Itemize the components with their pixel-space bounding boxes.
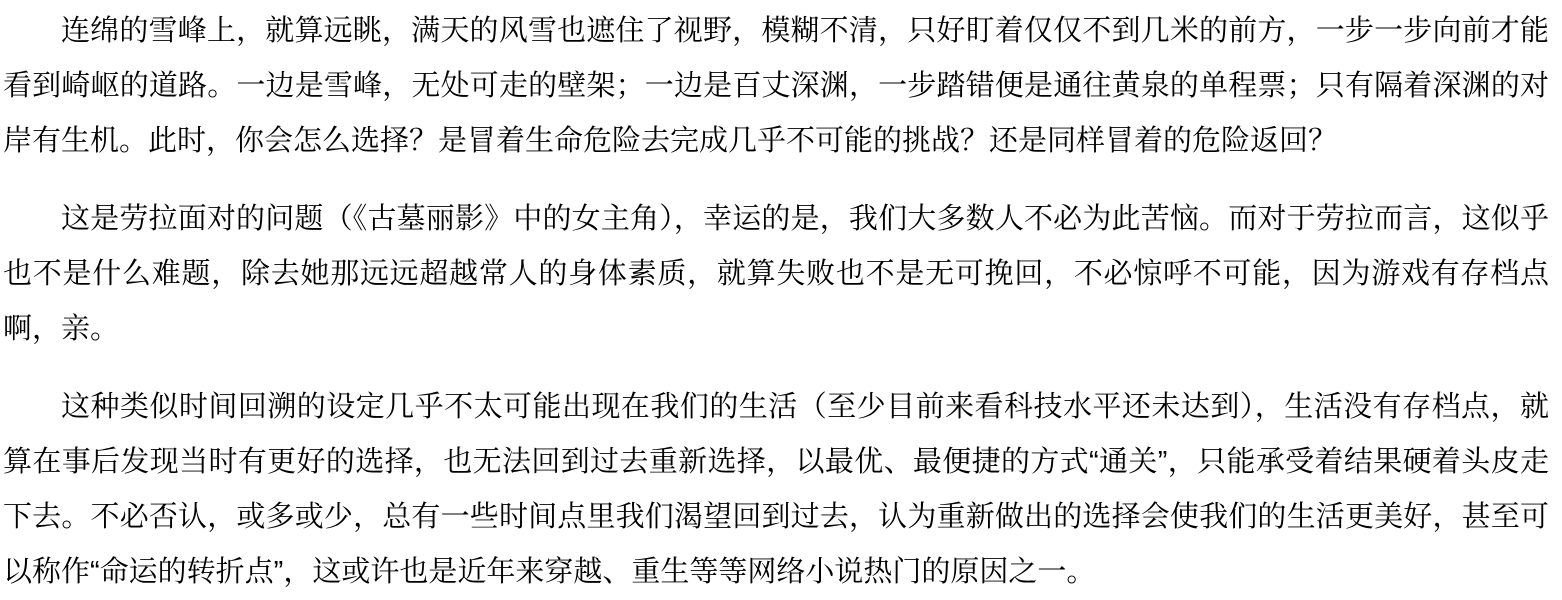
paragraph-time-rewind: 这种类似时间回溯的设定几乎不太可能出现在我们的生活（至少目前来看科技水平还未达到），生活没有存档点，就算在事后发现当时有更好的选择，也无法回到过去重新选择，以最优、最便捷的方式“通关”，只能承受着结果硬着头皮走下去。不必否认，或多或少，总有一些时间点里我们渴望回到过去，认为重新做出的选择会使我们的生活更美好，甚至可以称作“命运的转折点”，这或许也是近年来穿越、重生等等网络小说热门的原因之一。 bbox=[3, 391, 1549, 588]
paragraph-snow-peak: 连绵的雪峰上，就算远眺，满天的风雪也遮住了视野，模糊不清，只好盯着仅仅不到几米的前方，一步一步向前才能看到崎岖的道路。一边是雪峰，无处可走的壁架；一边是百丈深渊，一步踏错便是通往黄泉的单程票；只有隔着深渊的对岸有生机。此时，你会怎么选择？是冒着生命危险去完成几乎不可能的挑战？还是同样冒着的危险返回？ bbox=[3, 15, 1549, 157]
paragraph-lara: 这是劳拉面对的问题（《古墓丽影》中的女主角），幸运的是，我们大多数人不必为此苦恼。而对于劳拉而言，这似乎也不是什么难题，除去她那远远超越常人的身体素质，就算失败也不是无可挽回，不必惊呼不可能，因为游戏有存档点啊，亲。 bbox=[3, 203, 1549, 345]
